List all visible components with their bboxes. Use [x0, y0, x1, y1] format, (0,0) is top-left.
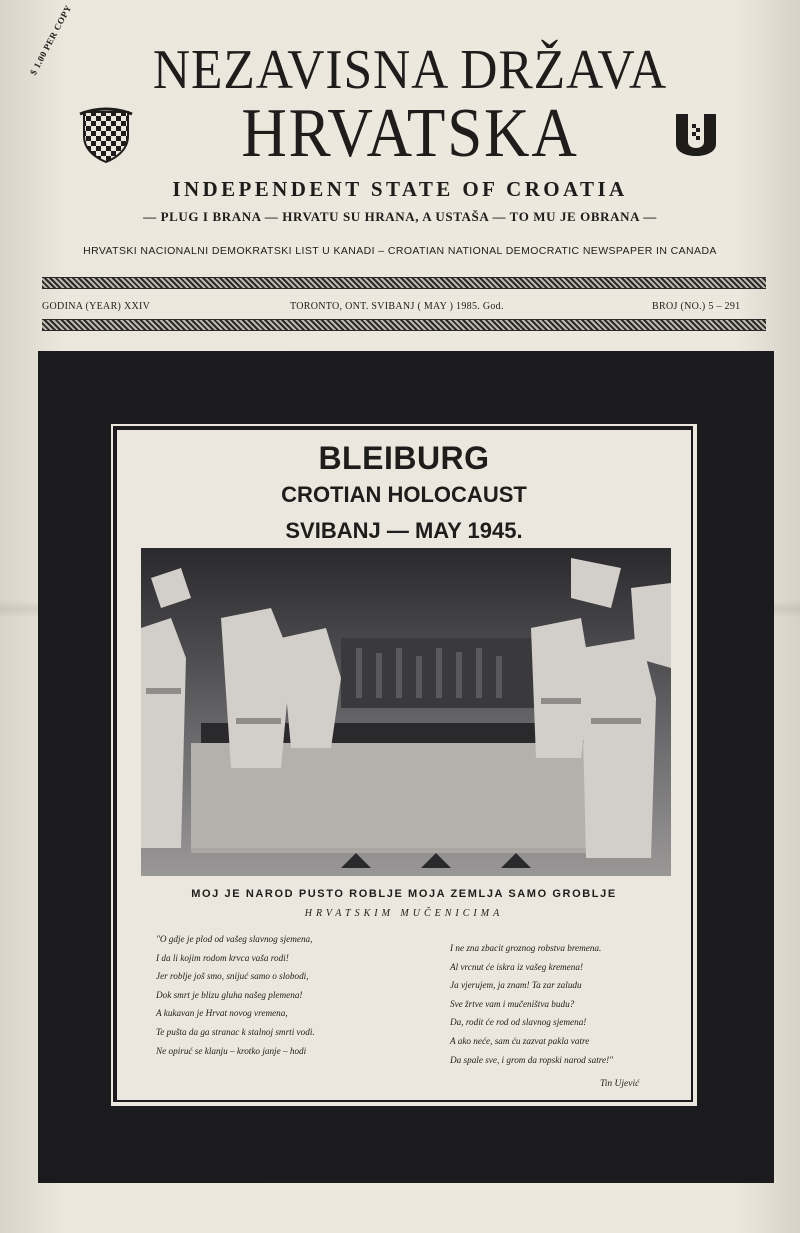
poem-line: Al vrcnut će iskra iz vašeg kremena!	[450, 961, 584, 972]
poem-line: Ne opiruć se klanju – krotko janje – hodi	[156, 1045, 307, 1056]
checkerboard-coat-of-arms-icon	[76, 106, 136, 166]
poem-line: Da spale sve, i grom da ropski narod satre!"	[450, 1054, 614, 1065]
mourning-figures-photo-icon	[141, 548, 671, 876]
poem-line: I ne zna zbacit groznog robstva bremena.	[450, 943, 602, 953]
poem-line: Te pušta da ga stranac k stalnoj smrti vodi.	[156, 1026, 315, 1037]
poem-line: "O gdje je plod od vašeg slavnog sjemena,	[156, 934, 313, 944]
poem-dedication: HRVATSKIM MUČENICIMA	[304, 908, 504, 919]
issue-place-date: TORONTO, ONT. SVIBANJ ( MAY ) 1985. God.	[290, 301, 504, 312]
poem-line: Sve žrtve vam i mučeništva budu?	[450, 998, 575, 1009]
masthead-subtitle: INDEPENDENT STATE OF CROATIA	[172, 177, 628, 201]
hatched-rule-bottom	[42, 319, 766, 331]
poem-author: Tin Ujević	[600, 1079, 640, 1089]
feature-subheading-1: CROTIAN HOLOCAUST	[281, 482, 527, 507]
masthead-motto: — PLUG I BRANA — HRVATU SU HRANA, A USTAŠA — TO MU JE OBRANA —	[143, 209, 657, 224]
issue-number: BROJ (NO.) 5 – 291	[652, 301, 741, 312]
poem-line: I da li kojim rodom krvca vaša rodi!	[156, 952, 289, 963]
feature-heading: BLEIBURG	[318, 440, 490, 476]
masthead-title-line2: HRVATSKA	[241, 95, 579, 172]
poem-line: A ako neće, sam ću zazvat pakla vatre	[450, 1035, 590, 1046]
poem-line: Jer roblje još smo, snijuć samo o slobodi,	[156, 971, 309, 982]
poem-line: Da, rodit će rod od slavnog sjemena!	[450, 1017, 587, 1028]
masthead-title-line1: NEZAVISNA DRŽAVA	[152, 39, 668, 101]
poem-line: Ja vjerujem, ja znam! Ta zar zaludu	[450, 980, 582, 991]
masthead-tagline: HRVATSKI NACIONALNI DEMOKRATSKI LIST U KANADI – CROATIAN NATIONAL DEMOCRATIC NEWSPAPER IN CANADA	[83, 245, 717, 257]
hatched-rule-top	[42, 277, 766, 289]
poem-title: MOJ JE NAROD PUSTO ROBLJE MOJA ZEMLJA SAMO GROBLJE	[191, 888, 617, 900]
issue-year: GODINA (YEAR) XXIV	[42, 301, 151, 312]
poem-line: A kukavan je Hrvat novog vremena,	[156, 1008, 288, 1019]
poem-line: Dok smrt je blizu gluha našeg plemena!	[156, 989, 303, 1000]
poem-stanza-right	[450, 939, 613, 1069]
price-label: $ 1.00 PER COPY	[28, 3, 74, 77]
poem-stanza-left	[156, 930, 315, 1060]
feature-subheading-2: SVIBANJ — MAY 1945.	[285, 518, 523, 543]
